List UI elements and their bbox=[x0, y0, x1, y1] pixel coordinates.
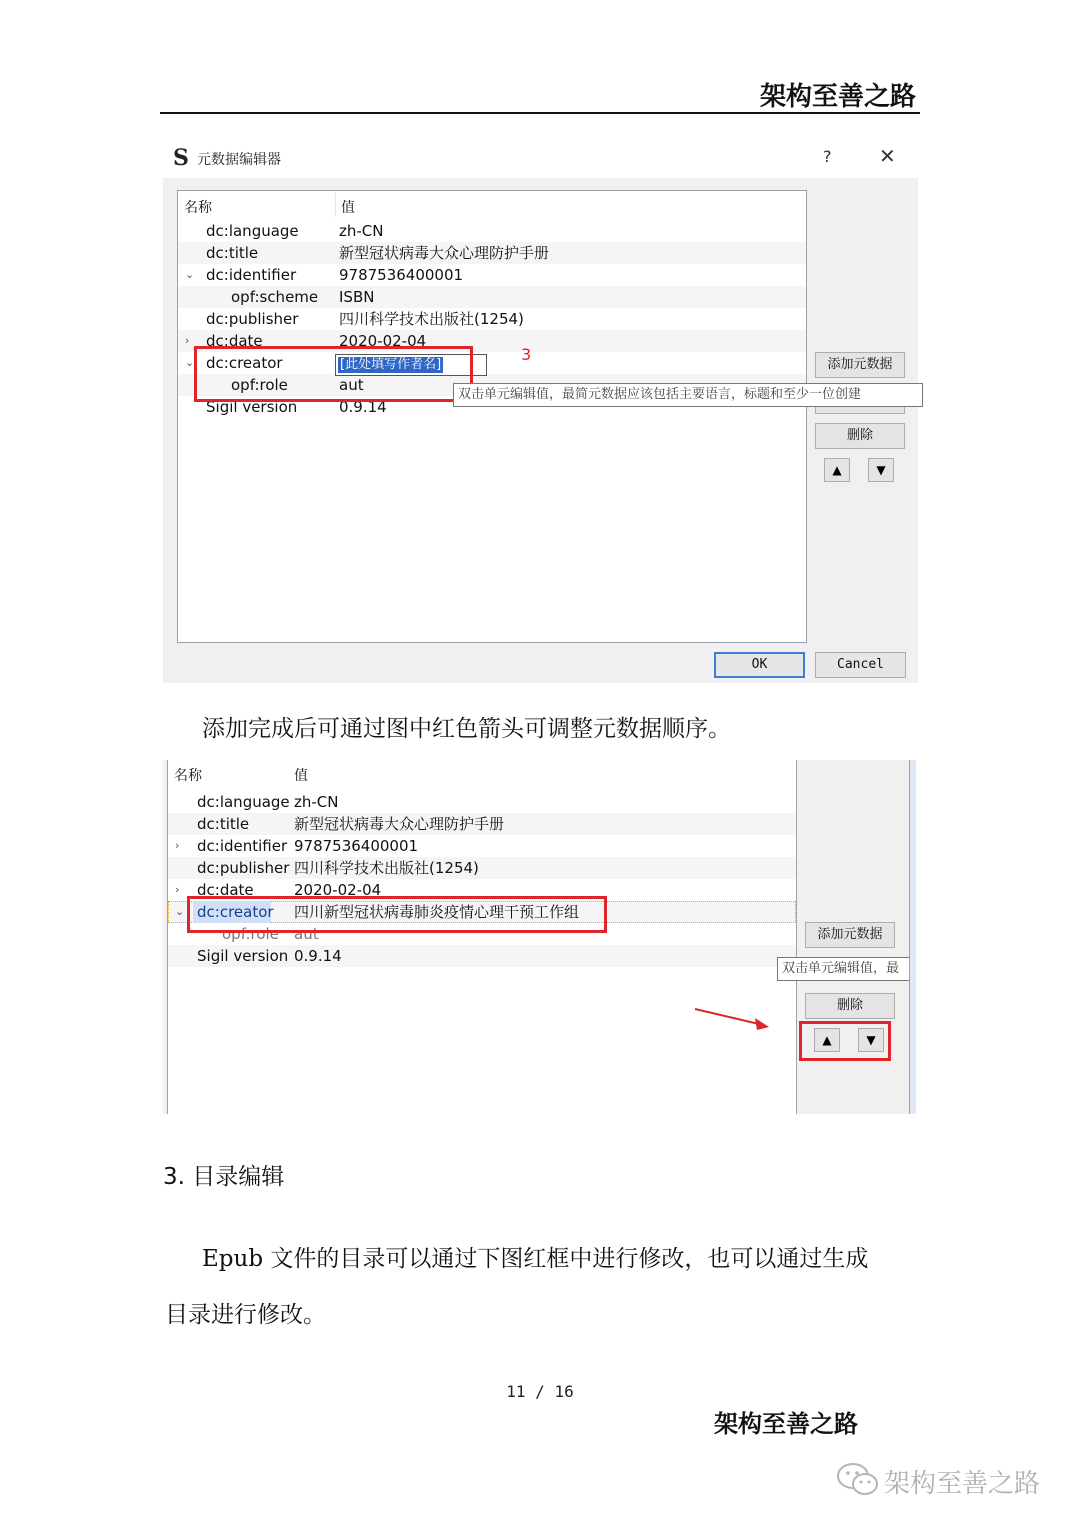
row-value: 四川新型冠状病毒肺炎疫情心理干预工作组 bbox=[294, 903, 580, 921]
collapse-chevron-icon[interactable]: › bbox=[175, 839, 180, 852]
cancel-button[interactable]: Cancel bbox=[815, 652, 906, 678]
row-value: aut bbox=[294, 925, 319, 943]
row-key: Sigil version bbox=[197, 947, 289, 965]
table-row[interactable] bbox=[168, 857, 796, 879]
paragraph-reorder-note: 添加完成后可通过图中红色箭头可调整元数据顺序。 bbox=[202, 716, 731, 742]
page-header-title: 架构至善之路 bbox=[759, 82, 916, 112]
row-key: opf:role bbox=[231, 376, 288, 394]
paragraph-line: 目录进行修改。 bbox=[165, 1302, 326, 1328]
column-header-name[interactable]: 名称 bbox=[174, 768, 202, 784]
expand-chevron-icon[interactable]: ⌄ bbox=[185, 356, 195, 369]
row-value: 0.9.14 bbox=[339, 398, 387, 416]
row-key: opf:scheme bbox=[231, 288, 319, 306]
move-up-button[interactable]: ▲ bbox=[814, 1028, 840, 1052]
table-row[interactable] bbox=[178, 220, 806, 242]
header-divider bbox=[160, 112, 920, 114]
tooltip: 双击单元编辑值，最简元数据应该包括主要语言，标题和至少一位创建 bbox=[453, 383, 923, 407]
metadata-tree[interactable] bbox=[177, 190, 807, 643]
expand-chevron-icon[interactable]: ⌄ bbox=[175, 905, 185, 918]
tree-header bbox=[178, 191, 806, 219]
add-metadata-button[interactable]: 添加元数据 bbox=[815, 352, 905, 378]
move-down-button[interactable]: ▼ bbox=[858, 1028, 884, 1052]
selected-placeholder-text[interactable]: [此处填写作者名] bbox=[340, 357, 442, 372]
delete-button[interactable]: 删除 bbox=[805, 993, 895, 1019]
red-highlight-box bbox=[187, 896, 607, 933]
expand-chevron-icon[interactable]: ⌄ bbox=[185, 268, 195, 281]
wechat-icon bbox=[836, 1462, 880, 1496]
dialog-titlebar bbox=[163, 138, 918, 178]
row-value: 0.9.14 bbox=[294, 947, 342, 965]
row-key: dc:title bbox=[206, 244, 259, 262]
red-highlight-box bbox=[799, 1021, 891, 1061]
row-value: zh-CN bbox=[294, 793, 339, 811]
metadata-tree[interactable] bbox=[167, 760, 797, 1114]
metadata-editor-screenshot-2 bbox=[163, 760, 916, 1114]
collapse-chevron-icon[interactable]: › bbox=[185, 334, 190, 347]
column-header-name[interactable]: 名称 bbox=[184, 200, 212, 216]
help-button[interactable]: ? bbox=[823, 147, 832, 166]
watermark-text: 架构至善之路 bbox=[884, 1469, 1041, 1499]
add-metadata-button[interactable]: 添加元数据 bbox=[805, 922, 895, 948]
move-up-button[interactable]: ▲ bbox=[824, 458, 850, 482]
row-key: dc:identifier bbox=[197, 837, 288, 855]
red-arrow-icon bbox=[693, 1005, 773, 1035]
delete-button[interactable]: 删除 bbox=[815, 423, 905, 449]
row-value: 新型冠状病毒大众心理防护手册 bbox=[339, 244, 550, 262]
row-value: zh-CN bbox=[339, 222, 384, 240]
row-value: 9787536400001 bbox=[339, 266, 464, 284]
column-header-value[interactable]: 值 bbox=[341, 200, 355, 216]
row-key: dc:publisher bbox=[206, 310, 299, 328]
paragraph-line: Epub 文件的目录可以通过下图红框中进行修改，也可以通过生成 bbox=[202, 1246, 869, 1272]
row-value: 2020-02-04 bbox=[339, 332, 427, 350]
table-row[interactable] bbox=[178, 242, 806, 264]
sigil-app-icon: S bbox=[173, 145, 189, 171]
tooltip: 双击单元编辑值，最 bbox=[777, 957, 916, 981]
row-key: Sigil version bbox=[206, 398, 298, 416]
table-row[interactable] bbox=[178, 308, 806, 330]
row-value: 新型冠状病毒大众心理防护手册 bbox=[294, 815, 505, 833]
row-value: 四川科学技术出版社(1254) bbox=[339, 310, 524, 328]
row-value: 四川科学技术出版社(1254) bbox=[294, 859, 479, 877]
dialog-title: 元数据编辑器 bbox=[197, 152, 281, 168]
table-row[interactable] bbox=[178, 286, 806, 308]
footer-brand: 架构至善之路 bbox=[714, 1410, 858, 1438]
table-row[interactable] bbox=[168, 791, 796, 813]
row-value: aut bbox=[339, 376, 364, 394]
collapse-chevron-icon[interactable]: › bbox=[175, 883, 180, 896]
row-key: opf:role bbox=[222, 925, 279, 943]
row-key: dc:language bbox=[197, 793, 290, 811]
table-row[interactable] bbox=[168, 945, 796, 967]
table-row[interactable] bbox=[168, 813, 796, 835]
table-row[interactable] bbox=[178, 264, 806, 286]
annotation-number: 3 bbox=[521, 345, 532, 364]
row-key: dc:publisher bbox=[197, 859, 290, 877]
row-key: dc:language bbox=[206, 222, 299, 240]
red-highlight-box bbox=[194, 346, 473, 402]
column-divider bbox=[335, 193, 336, 217]
row-key: dc:creator bbox=[206, 354, 283, 372]
tree-header bbox=[168, 765, 796, 787]
row-key: dc:date bbox=[197, 881, 254, 899]
table-row[interactable] bbox=[168, 835, 796, 857]
row-value: 2020-02-04 bbox=[294, 881, 382, 899]
section-heading: 3. 目录编辑 bbox=[163, 1164, 285, 1190]
page-number: 11 / 16 bbox=[506, 1382, 574, 1401]
ok-button[interactable]: OK bbox=[714, 652, 805, 678]
column-header-value[interactable]: 值 bbox=[294, 768, 308, 784]
metadata-editor-dialog bbox=[163, 138, 918, 683]
row-key: dc:creator bbox=[197, 903, 274, 921]
move-down-button[interactable]: ▼ bbox=[868, 458, 894, 482]
row-value: ISBN bbox=[339, 288, 375, 306]
row-key: dc:date bbox=[206, 332, 263, 350]
close-icon[interactable]: ✕ bbox=[879, 144, 896, 168]
row-key: dc:identifier bbox=[206, 266, 297, 284]
window-edge bbox=[909, 760, 916, 1114]
row-key: dc:title bbox=[197, 815, 250, 833]
row-value: 9787536400001 bbox=[294, 837, 419, 855]
